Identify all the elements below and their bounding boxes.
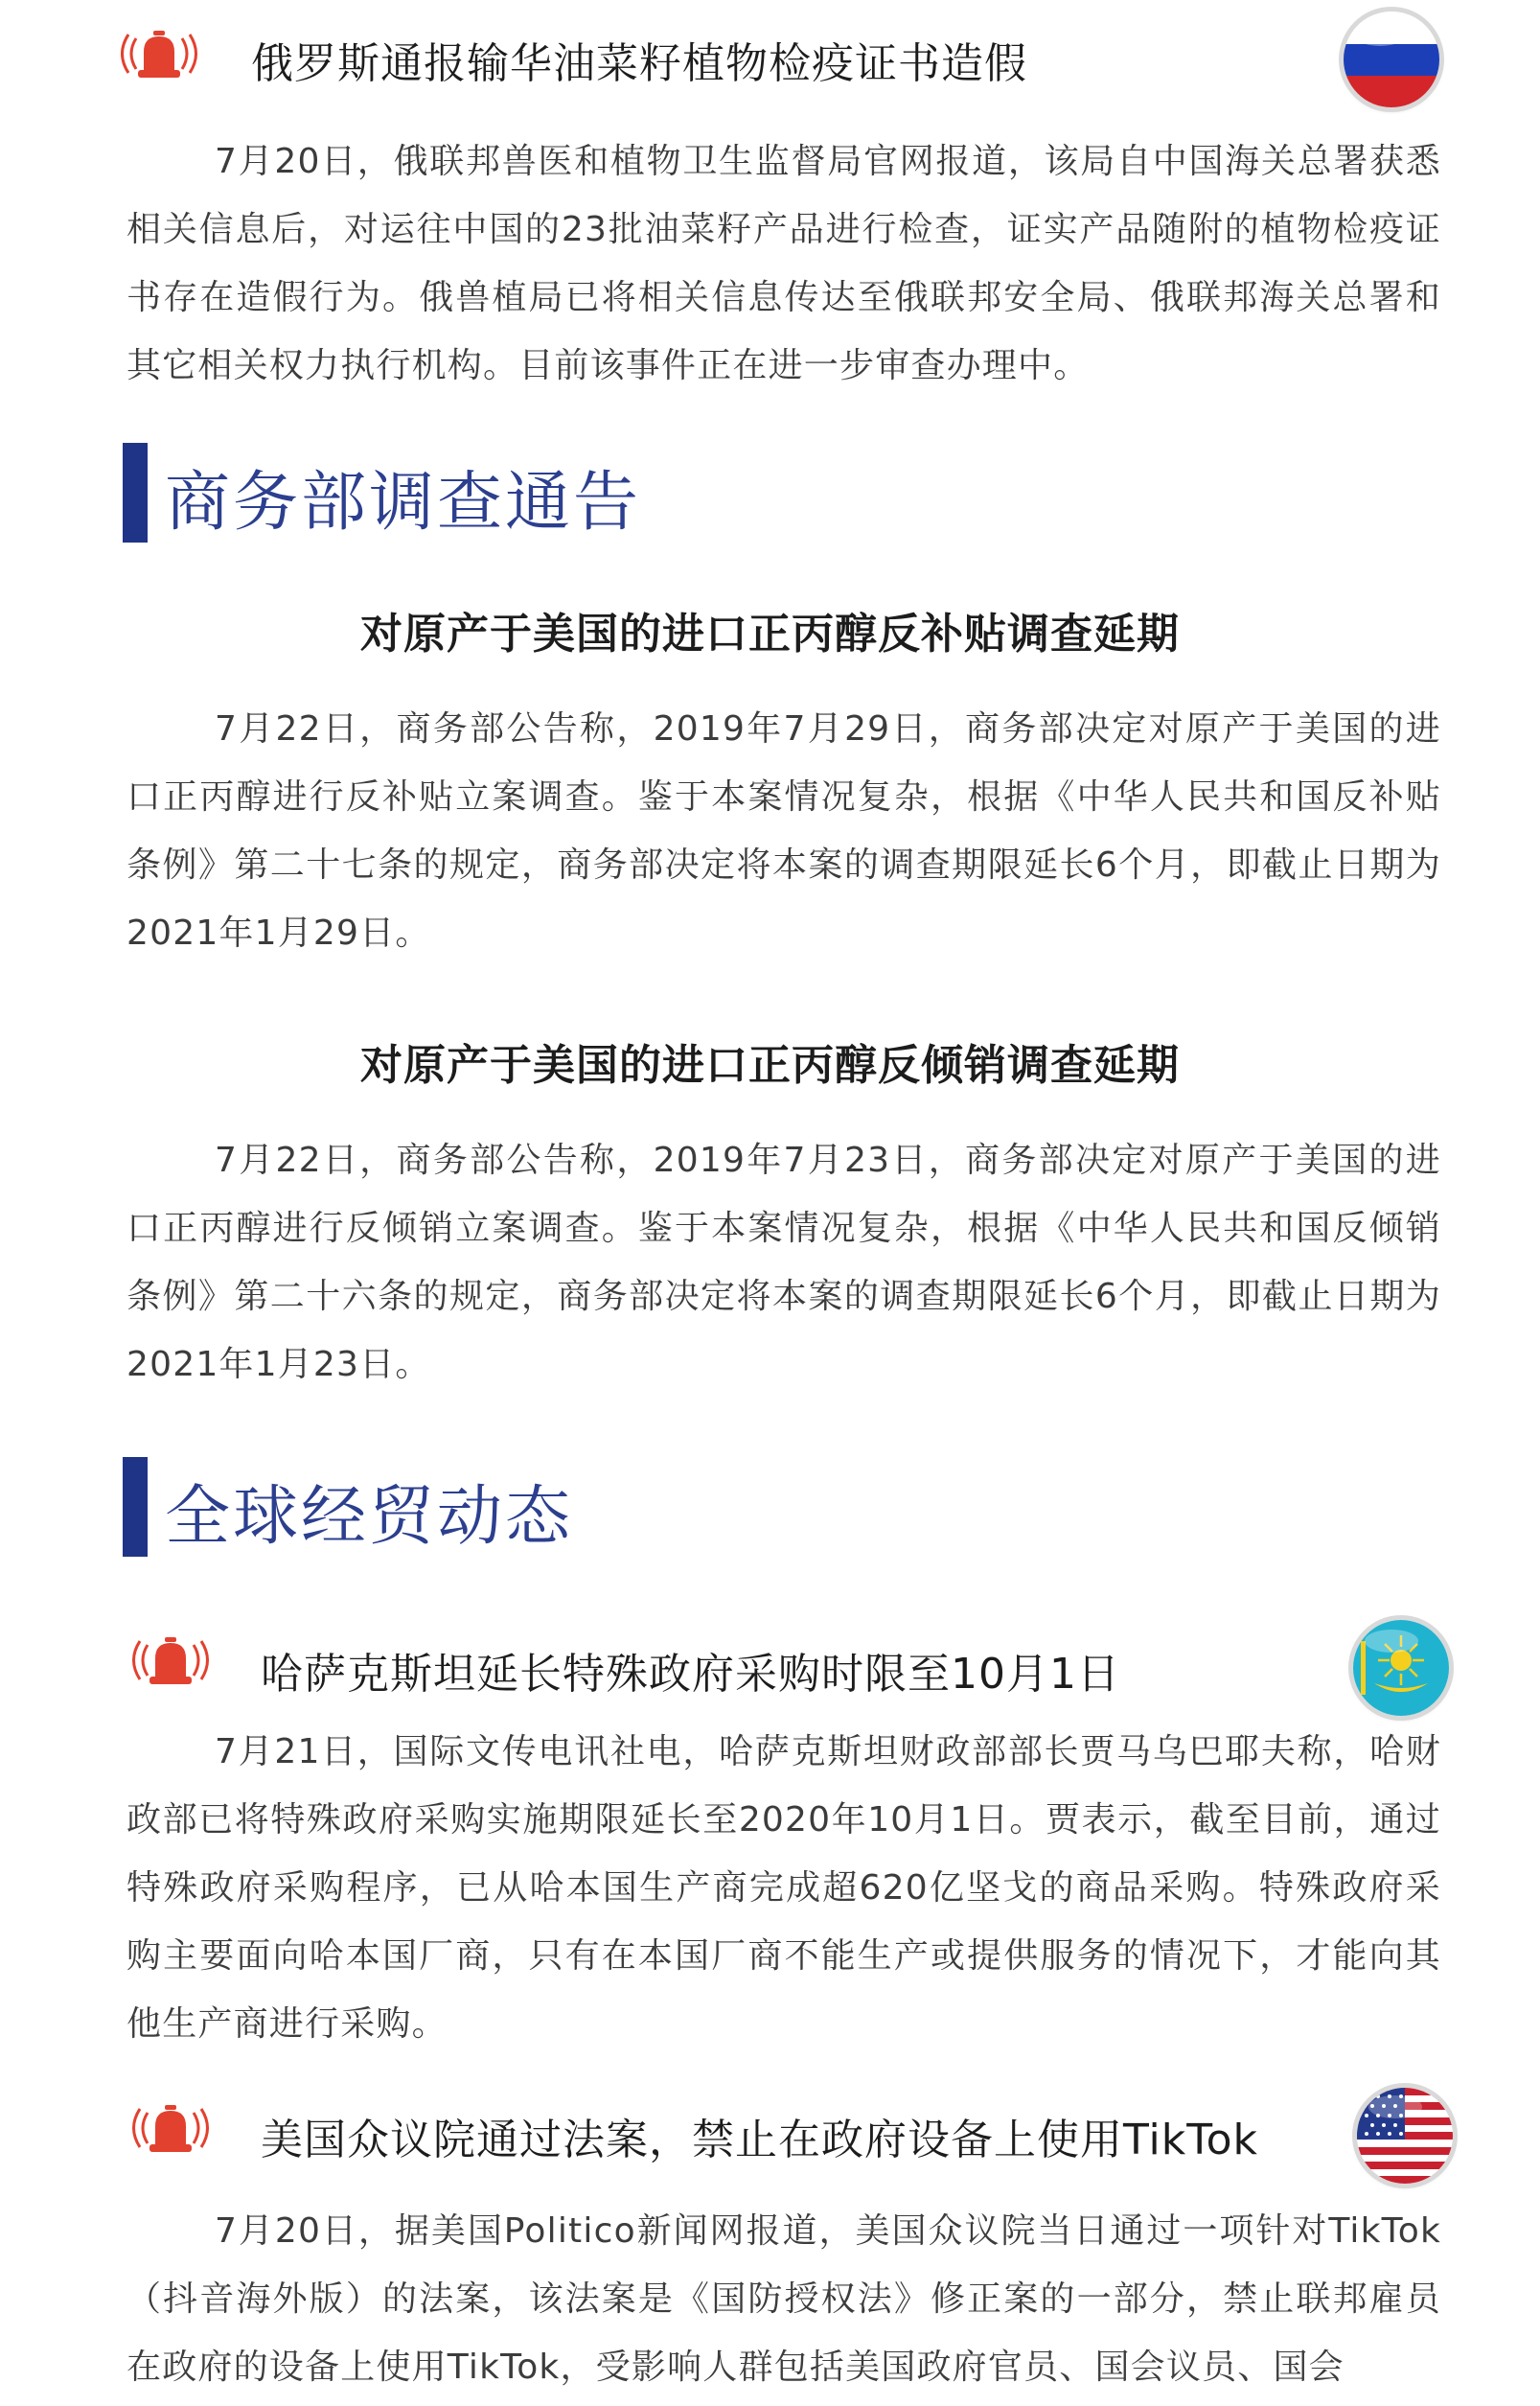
kazakhstan-flag-icon bbox=[1353, 1620, 1449, 1716]
section-bar bbox=[123, 1457, 148, 1557]
news-body: 7月20日，俄联邦兽医和植物卫生监督局官网报道，该局自中国海关总署获悉相关信息后，对运往中国的23批油菜籽产品进行检查，证实产品随附的植物检疫证书存在造假行为。俄兽植局已将相关信息传达至俄联邦安全局、俄联邦海关总署和其它相关权力执行机构。目前该事件正在进一步审查办理中。 bbox=[126, 142, 1441, 385]
alarm-bell-icon bbox=[115, 27, 203, 84]
news-body: 7月21日，国际文传电讯社电，哈萨克斯坦财政部部长贾马乌巴耶夫称，哈财政部已将特殊政府采购实施期限延长至2020年10月1日。贾表示，截至目前，通过特殊政府采购程序，已从哈本国生产商完成超620亿坚戈的商品采购。特殊政府采购主要面向哈本国厂商，只有在本国厂商不能生产或提供服务的情况下，才能向其他生产商进行采购。 bbox=[126, 1732, 1441, 2044]
news-header-kazakhstan bbox=[0, 1620, 1540, 1706]
usa-flag-icon bbox=[1357, 2088, 1453, 2184]
news-title: 哈萨克斯坦延长特殊政府采购时限至10月1日 bbox=[261, 1650, 1120, 1699]
news-header-usa bbox=[0, 2088, 1540, 2174]
notice-body: 7月22日，商务部公告称，2019年7月29日，商务部决定对原产于美国的进口正丙醇进行反补贴立案调查。鉴于本案情况复杂，根据《中华人民共和国反补贴条例》第二十七条的规定，商务部决定将本案的调查期限延长6个月，即截止日期为2021年1月29日。 bbox=[126, 709, 1441, 953]
news-body: 7月20日，据美国Politico新闻网报道，美国众议院当日通过一项针对TikTok（抖音海外版）的法案，该法案是《国防授权法》修正案的一部分，禁止联邦雇员在政府的设备上使用TikTok，受影响人群包括美国政府官员、国会议员、国会 bbox=[126, 2211, 1441, 2387]
news-title: 美国众议院通过法案，禁止在政府设备上使用TikTok bbox=[261, 2116, 1259, 2164]
notice-title: 对原产于美国的进口正丙醇反倾销调查延期 bbox=[360, 1041, 1180, 1090]
news-title: 俄罗斯通报输华油菜籽植物检疫证书造假 bbox=[251, 39, 1027, 88]
alarm-bell-icon bbox=[126, 2101, 215, 2159]
notice-title: 对原产于美国的进口正丙醇反补贴调查延期 bbox=[360, 610, 1180, 659]
section-title: 全球经贸动态 bbox=[165, 1479, 574, 1555]
section-title: 商务部调查通告 bbox=[165, 465, 642, 541]
section-bar bbox=[123, 443, 148, 543]
alarm-bell-icon bbox=[126, 1633, 215, 1691]
news-header-russia bbox=[0, 8, 1540, 94]
notice-body: 7月22日，商务部公告称，2019年7月23日，商务部决定对原产于美国的进口正丙醇进行反倾销立案调查。鉴于本案情况复杂，根据《中华人民共和国反倾销条例》第二十六条的规定，商务部决定将本案的调查期限延长6个月，即截止日期为2021年1月23日。 bbox=[126, 1141, 1441, 1384]
russia-flag-icon bbox=[1344, 12, 1439, 107]
